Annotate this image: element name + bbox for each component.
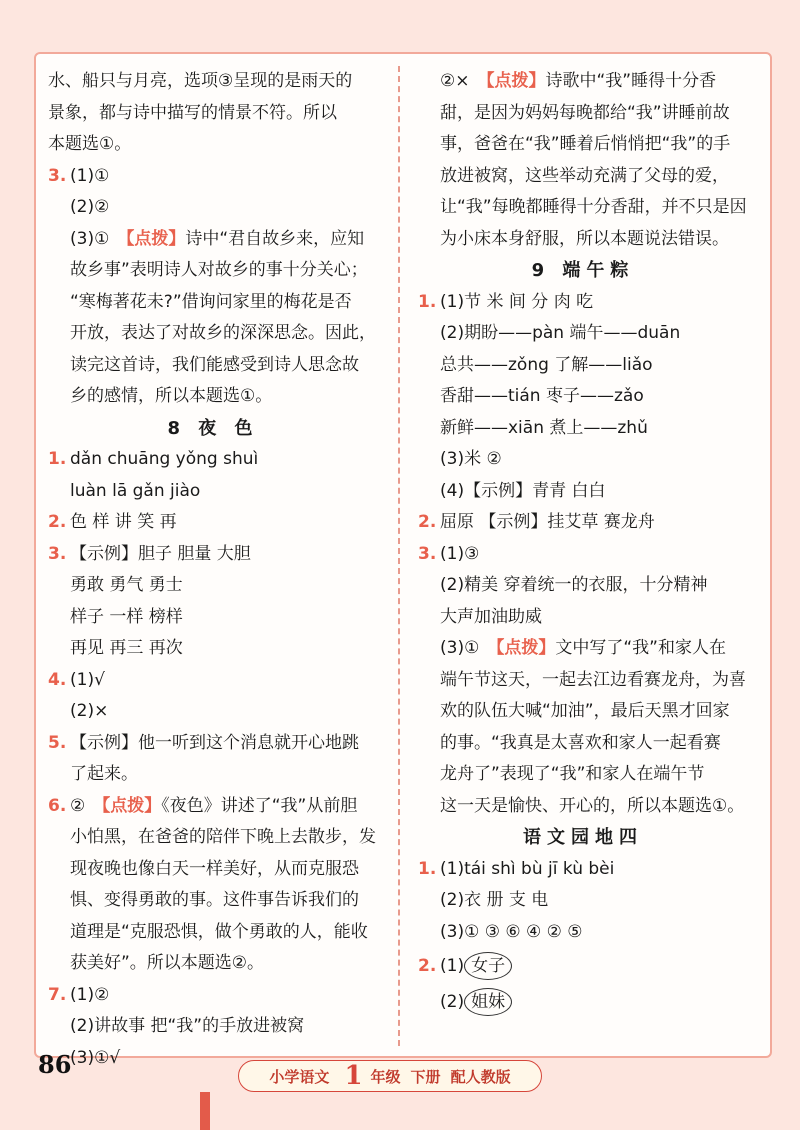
answer-text: 水、船只与月亮，选项③呈现的是雨天的 bbox=[48, 71, 353, 91]
answer-text: (1)② bbox=[70, 984, 110, 1005]
answer-line bbox=[418, 791, 748, 823]
answer-text: 读完这首诗，我们能感受到诗人思念故 bbox=[70, 354, 359, 375]
answer-line bbox=[48, 381, 378, 413]
answer-line bbox=[418, 350, 748, 382]
answer-text: 现夜晚也像白天一样美好，从而克服恐 bbox=[70, 858, 359, 879]
question-number: 6. bbox=[48, 795, 67, 816]
answer-text: (2)期盼——pàn 端午——duān bbox=[440, 323, 681, 343]
answer-text: 【示例】他一听到这个消息就开心地跳 bbox=[70, 732, 359, 753]
section-title: 语文园地四 bbox=[523, 827, 643, 848]
answer-text: 为小床本身舒服，所以本题说法错误。 bbox=[440, 228, 729, 249]
answer-text: 甜，是因为妈妈每晚都给“我”讲睡前故 bbox=[440, 102, 730, 123]
answer-text: 龙舟了”表现了“我”和家人在端午节 bbox=[440, 764, 705, 784]
answer-line bbox=[48, 822, 378, 854]
answer-text: 小怕黑，在爸爸的陪伴下晚上去散步，发 bbox=[70, 827, 376, 847]
answer-text: luàn lā gǎn jiào bbox=[70, 480, 201, 501]
question-number: 1. bbox=[418, 858, 437, 879]
answer-text: 屈原 【示例】挂艾草 赛龙舟 bbox=[440, 512, 655, 532]
answer-text-continued: 诗中“君自故乡来，应知 bbox=[185, 228, 365, 249]
answer-line bbox=[48, 318, 378, 350]
answer-line bbox=[418, 948, 748, 984]
answer-line bbox=[48, 917, 378, 949]
answer-line bbox=[418, 161, 748, 193]
answer-text: 本题选①。 bbox=[48, 134, 132, 154]
circled-answer: 女子 bbox=[464, 952, 512, 980]
question-number: 2. bbox=[418, 512, 437, 532]
answer-text-continued: 文中写了“我”和家人在 bbox=[555, 638, 726, 658]
question-number: 7. bbox=[48, 984, 67, 1005]
answer-text-continued: 《夜色》讲述了“我”从前胆 bbox=[161, 795, 358, 816]
answer-line bbox=[418, 287, 748, 319]
answer-text: 香甜——tián 枣子——zǎo bbox=[440, 386, 644, 406]
hint-label: 【点拨】 bbox=[117, 228, 186, 249]
answer-text: 这一天是愉快、开心的，所以本题选①。 bbox=[440, 795, 745, 816]
question-number: 1. bbox=[48, 449, 67, 469]
answer-line bbox=[418, 917, 748, 949]
answer-text-continued: 诗歌中“我”睡得十分香 bbox=[545, 71, 717, 91]
answer-text: 故乡事”表明诗人对故乡的事十分关心； bbox=[70, 260, 368, 280]
answer-text: ② bbox=[70, 795, 86, 816]
answer-text: 大声加油助威 bbox=[440, 606, 542, 627]
answer-line bbox=[48, 854, 378, 886]
answer-text: (1)√ bbox=[70, 669, 105, 690]
left-column bbox=[48, 66, 378, 1074]
answer-text: (3)① bbox=[440, 638, 480, 658]
answer-line bbox=[48, 287, 378, 319]
answer-text: ②× bbox=[440, 71, 470, 91]
answer-text: 再见 再三 再次 bbox=[70, 638, 183, 658]
answer-text: 事，爸爸在“我”睡着后悄悄把“我”的手 bbox=[440, 134, 731, 154]
answer-line bbox=[48, 507, 378, 539]
answer-text: (2) bbox=[440, 992, 465, 1012]
hint-label: 【点拨】 bbox=[487, 638, 556, 658]
answer-text: (3)① bbox=[70, 228, 110, 249]
answer-text: (1) bbox=[440, 956, 465, 976]
answer-line bbox=[48, 791, 378, 823]
answer-line bbox=[48, 66, 378, 98]
answer-line bbox=[418, 728, 748, 760]
answer-text: (2)精美 穿着统一的衣服，十分精神 bbox=[440, 575, 708, 595]
answer-line bbox=[418, 984, 748, 1020]
answer-text: (4)【示例】青青 白白 bbox=[440, 480, 606, 501]
section-title: 8 夜 色 bbox=[167, 417, 259, 439]
hint-label: 【点拨】 bbox=[477, 71, 546, 91]
answer-text: (2)讲故事 把“我”的手放进被窝 bbox=[70, 1016, 305, 1036]
answer-line bbox=[48, 885, 378, 917]
answer-text: (1)③ bbox=[440, 543, 480, 564]
footer-edition: 配人教版 bbox=[450, 1067, 511, 1086]
answer-text: 欢的队伍大喊“加油”，最后天黑才回家 bbox=[440, 701, 730, 721]
hint-label: 【点拨】 bbox=[93, 795, 162, 816]
answer-line bbox=[418, 696, 748, 728]
answer-line bbox=[418, 854, 748, 886]
answer-text: 惧、变得勇敢的事。这件事告诉我们的 bbox=[70, 890, 359, 910]
question-number: 4. bbox=[48, 669, 67, 690]
answer-text: 色 样 讲 笑 再 bbox=[70, 512, 177, 532]
answer-line bbox=[418, 224, 748, 256]
answer-text: 总共——zǒng 了解——liǎo bbox=[440, 354, 653, 375]
answer-line bbox=[48, 224, 378, 256]
answer-line bbox=[418, 129, 748, 161]
answer-text: 放进被窝，这些举动充满了父母的爱， bbox=[440, 165, 729, 186]
answer-text: dǎn chuāng yǒng shuì bbox=[70, 449, 259, 469]
answer-line bbox=[48, 665, 378, 697]
answer-text: 道理是“克服恐惧，做个勇敢的人，能收 bbox=[70, 921, 368, 942]
answer-text: 勇敢 勇气 勇士 bbox=[70, 575, 183, 595]
answer-text: (2)× bbox=[70, 701, 109, 721]
answer-line bbox=[48, 539, 378, 571]
answer-text: 开放，表达了对故乡的深深思念。因此， bbox=[70, 323, 376, 343]
answer-line bbox=[418, 539, 748, 571]
answer-text: 乡的感情，所以本题选①。 bbox=[70, 386, 273, 406]
answer-line bbox=[418, 570, 748, 602]
answer-line bbox=[48, 570, 378, 602]
answer-text: 【示例】胆子 胆量 大胆 bbox=[70, 543, 251, 564]
answer-text: (3)① ③ ⑥ ④ ② ⑤ bbox=[440, 921, 583, 942]
answer-line bbox=[418, 507, 748, 539]
answer-line bbox=[48, 476, 378, 508]
answer-line bbox=[418, 476, 748, 508]
answer-line bbox=[48, 602, 378, 634]
question-number: 2. bbox=[48, 512, 67, 532]
answer-line bbox=[48, 1011, 378, 1043]
answer-line bbox=[418, 381, 748, 413]
answer-line bbox=[48, 444, 378, 476]
answer-line bbox=[418, 665, 748, 697]
answer-text: 样子 一样 榜样 bbox=[70, 606, 183, 627]
answer-text: 获美好”。所以本题选②。 bbox=[70, 953, 265, 973]
question-number: 3. bbox=[48, 543, 67, 564]
answer-line bbox=[418, 413, 748, 445]
column-divider bbox=[398, 66, 400, 1046]
answer-line bbox=[48, 161, 378, 193]
bookmark-ribbon bbox=[200, 1092, 210, 1130]
answer-line bbox=[48, 728, 378, 760]
page-number: 86 bbox=[38, 1050, 72, 1079]
answer-line bbox=[48, 129, 378, 161]
circled-answer: 姐妹 bbox=[464, 988, 512, 1016]
answer-line bbox=[48, 759, 378, 791]
answer-text: 让“我”每晚都睡得十分香甜，并不只是因 bbox=[440, 197, 747, 217]
answer-text: 的事。“我真是太喜欢和家人一起看赛 bbox=[440, 732, 721, 753]
answer-text: “寒梅著花未?”借询问家里的梅花是否 bbox=[70, 291, 352, 312]
answer-text: (3)米 ② bbox=[440, 449, 502, 469]
answer-text: 端午节这天，一起去江边看赛龙舟，为喜 bbox=[440, 669, 746, 690]
section-title: 9 端午粽 bbox=[531, 260, 635, 281]
answer-text: 了起来。 bbox=[70, 764, 138, 784]
answer-line bbox=[418, 633, 748, 665]
question-number: 2. bbox=[418, 956, 437, 976]
question-number: 5. bbox=[48, 732, 67, 753]
answer-text: (2)衣 册 支 电 bbox=[440, 890, 549, 910]
right-column bbox=[418, 66, 748, 1020]
answer-line bbox=[48, 350, 378, 382]
answer-text: (1)节 米 间 分 肉 吃 bbox=[440, 291, 594, 312]
answer-text: 新鲜——xiān 煮上——zhǔ bbox=[440, 417, 648, 438]
answer-line bbox=[48, 192, 378, 224]
answer-text: 景象，都与诗中描写的情景不符。所以 bbox=[48, 102, 337, 123]
footer-grade: 年级 bbox=[370, 1067, 401, 1086]
answer-line bbox=[48, 633, 378, 665]
answer-line bbox=[48, 948, 378, 980]
question-number: 3. bbox=[418, 543, 437, 564]
answer-text: (2)② bbox=[70, 197, 110, 217]
answer-text: (1)tái shì bù jī kù bèi bbox=[440, 858, 615, 879]
answer-line bbox=[418, 602, 748, 634]
question-number: 1. bbox=[418, 291, 437, 312]
book-footer bbox=[238, 1060, 542, 1092]
answer-line bbox=[48, 696, 378, 728]
question-number: 3. bbox=[48, 165, 67, 186]
answer-line bbox=[418, 192, 748, 224]
answer-line bbox=[418, 759, 748, 791]
footer-volume: 下册 bbox=[410, 1067, 441, 1086]
answer-line bbox=[418, 444, 748, 476]
footer-grade-number: 1 bbox=[344, 1061, 363, 1091]
answer-line bbox=[418, 66, 748, 98]
answer-text: (1)① bbox=[70, 165, 110, 186]
answer-line bbox=[418, 98, 748, 130]
answer-line bbox=[418, 318, 748, 350]
answer-line bbox=[418, 885, 748, 917]
footer-subject: 小学语文 bbox=[269, 1067, 330, 1086]
answer-line bbox=[48, 98, 378, 130]
answer-text: (3)①√ bbox=[70, 1047, 121, 1068]
answer-line bbox=[48, 255, 378, 287]
answer-line bbox=[48, 980, 378, 1012]
